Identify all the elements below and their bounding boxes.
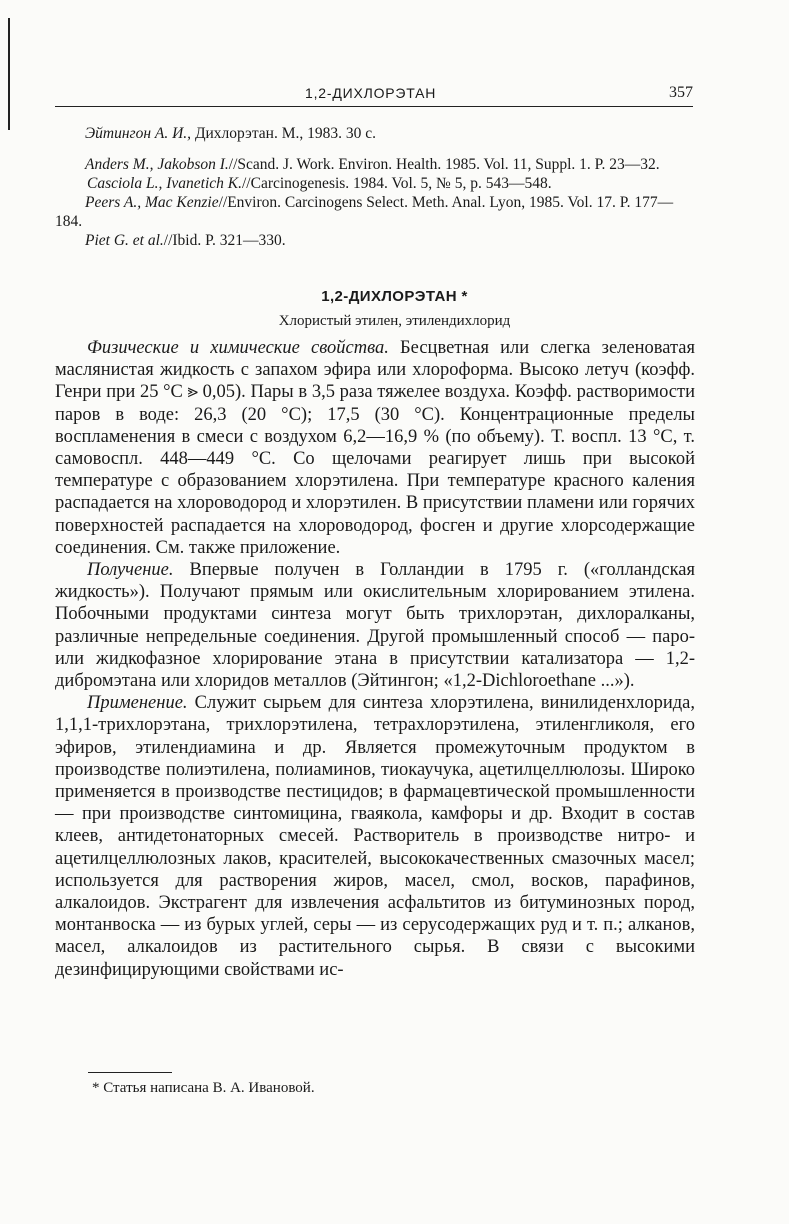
page-header [55, 84, 693, 108]
reference-list [55, 124, 695, 250]
footnote-rule [88, 1072, 172, 1073]
header-rule [55, 106, 693, 107]
footnote: * Статья написана В. А. Ивановой. [92, 1080, 315, 1096]
section-heading: Применение. [87, 693, 188, 714]
section-heading: Физические и химические свойства. [87, 338, 389, 358]
reference-item: Piet G. et al.//Ibid. P. 321—330. [85, 232, 286, 249]
running-title: 1,2-ДИХЛОРЭТАН [305, 85, 437, 101]
reference-item: Anders M., Jakobson I.//Scand. J. Work. Environ. Health. 1985. Vol. 11, Suppl. 1. P. 23—32. [85, 156, 660, 173]
page-edge-mark [8, 18, 10, 130]
article-synonyms: Хлористый этилен, этилендихлорид [278, 313, 511, 329]
page-number: 357 [669, 84, 693, 101]
article-body [55, 337, 695, 981]
article-title: 1,2-ДИХЛОРЭТАН * [321, 288, 468, 305]
paragraph-properties: Физические и химические свойства. Бесцветная или слегка зеленоватая маслянистая жидкость с запахом эфира или хлороформа. Высоко летуч (коэфф. Генри при 25 °С ⪢ 0,05). Пары в 3,5 раза тяжелее воздуха. Коэфф. растворимости паров в воде: 26,3 (20 °С); 17,5 (30 °С). Концентрационные пределы воспламенения в смеси с воздухом 6,2—16,9 % (по объему). Т. воспл. 13 °С, т. самовоспл. 448—449 °С. Со щелочами реагирует лишь при высокой температуре с образованием хлорэтилена. При температуре красного каления распадается на хлороводород и хлорэтилен. В присутствии пламени или горячих поверхностей распадается на хлороводород, фосген и другие хлорсодержащие соединения. См. также приложение. [55, 338, 696, 558]
reference-item: Peers A., Mac Kenzie//Environ. Carcinogens Select. Meth. Anal. Lyon, 1985. Vol. 17. P. 177—184. [55, 194, 674, 230]
reference-item: Эйтингон А. И., Дихлорэтан. М., 1983. 30 с. [85, 125, 377, 142]
paragraph-application: Применение. Служит сырьем для синтеза хлорэтилена, винилиденхлорида, 1,1,1-трихлорэтана, трихлорэтилена, тетрахлорэтилена, этиленгликоля, его эфиров, этилендиамина и др. Является промежуточным продуктом в производстве полиэтилена, полиаминов, тиокаучука, ацетилцеллюлозы. Широко применяется в производстве пестицидов; в фармацевтической промышленности — при производстве синтомицина, гваякола, камфоры и др. Входит в состав клеев, антидетонаторных смесей. Растворитель в производстве нитро- и ацетилцеллюлозных лаков, красителей, высококачественных смазочных масел; используется для растворения жиров, масел, смол, восков, парафинов, алкалоидов. Экстрагент для извлечения асфальтитов из битуминозных пород, монтанвоска — из бурых углей, серы — из серусодержащих руд и т. п.; алканов, масел, алкалоидов из растительного сырья. В связи с высокими дезинфицирующими свойствами ис- [55, 693, 695, 980]
paragraph-production: Получение. Впервые получен в Голландии в 1795 г. («голландская жидкость»). Получают прямым или окислительным хлорированием этилена. Побочными продуктами синтеза могут быть трихлорэтан, дихлоралканы, различные непредельные соединения. Другой промышленный способ — паро- или жидкофазное хлорирование этана в присутствии катализатора — 1,2-дибромэтана или хлоридов металлов (Эйтингон; «1,2-Dichloroethane ...»). [55, 560, 695, 692]
reference-item: Casciola L., Ivanetich K.//Carcinogenesis. 1984. Vol. 5, № 5, p. 543—548. [87, 175, 552, 192]
section-heading: Получение. [87, 560, 174, 581]
